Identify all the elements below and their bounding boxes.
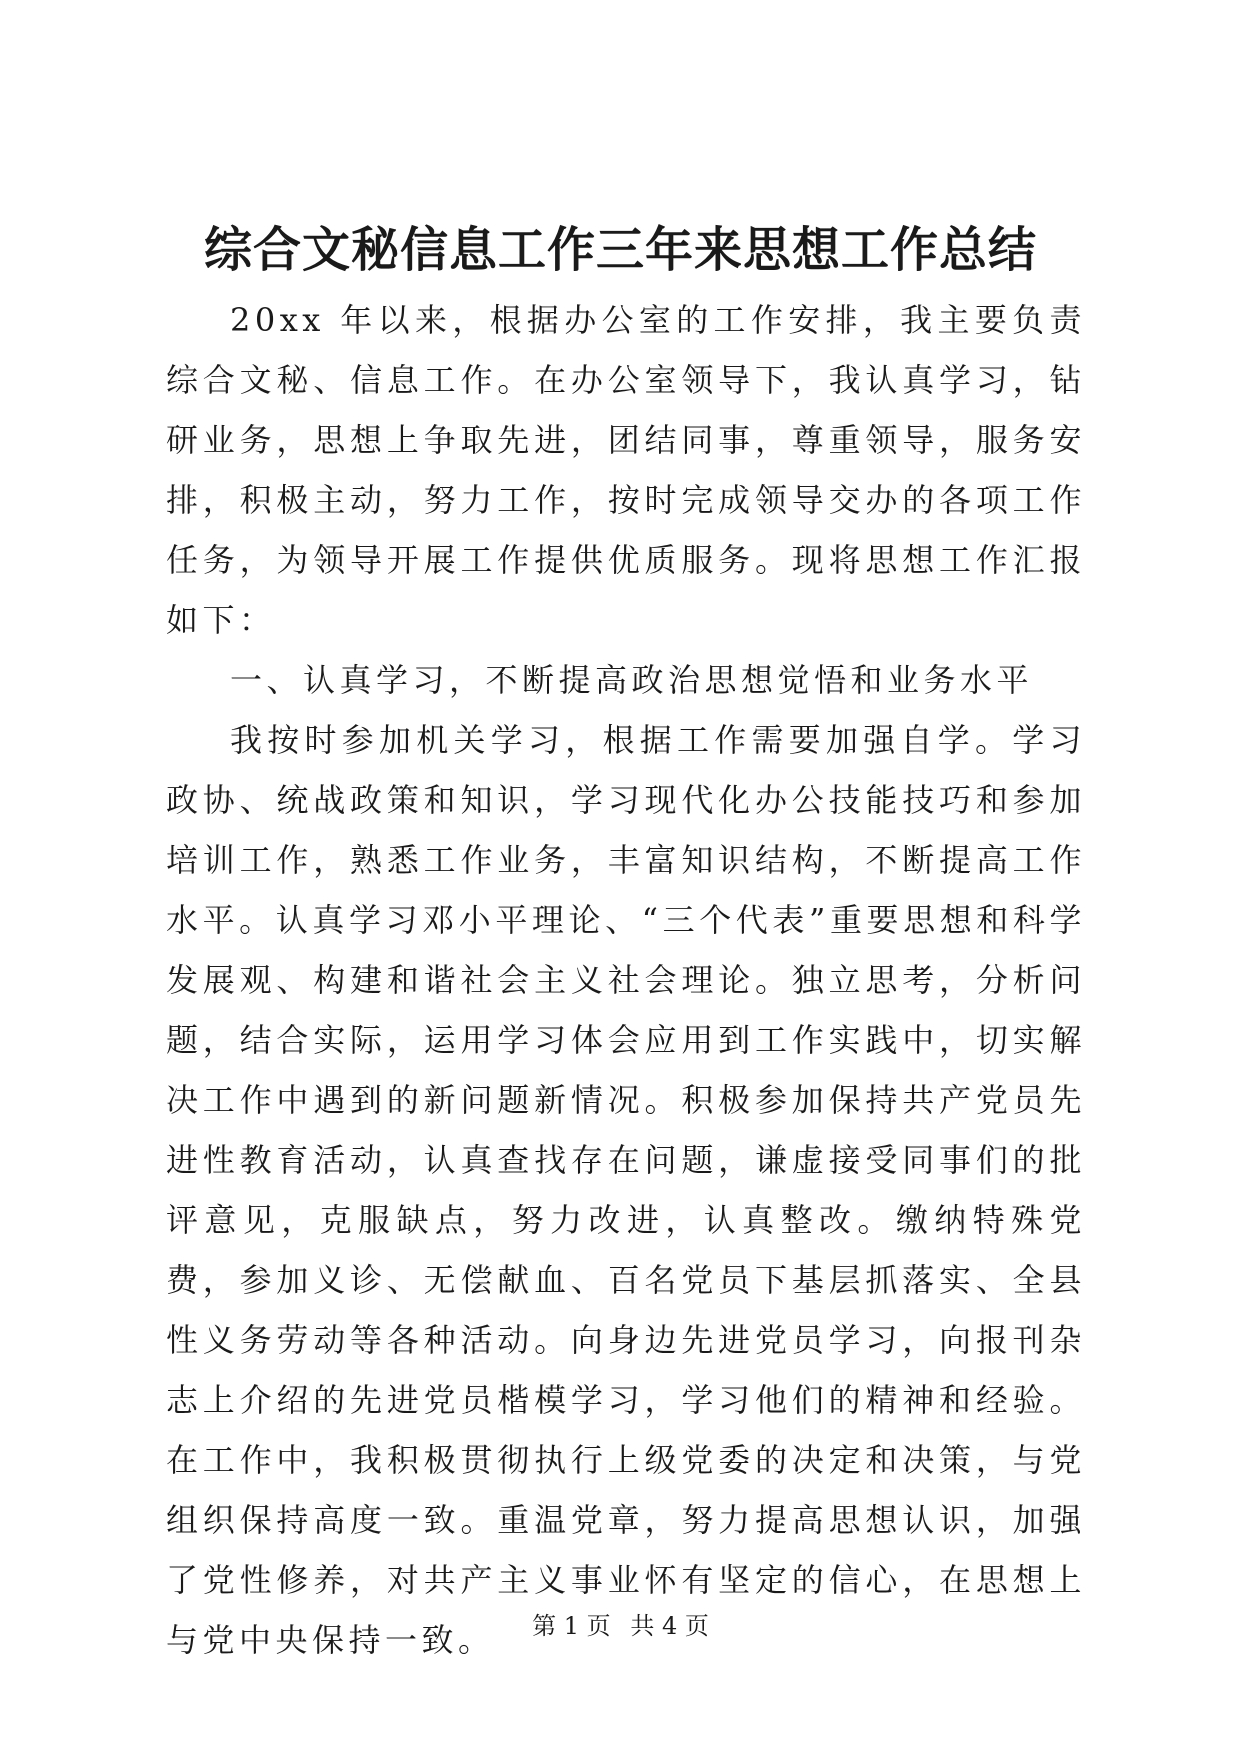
page-total: 共 4 页 [630,1612,709,1640]
page-number: 第 1 页 [532,1612,611,1640]
paragraph-intro: 20xx 年以来，根据办公室的工作安排，我主要负责综合文秘、信息工作。在办公室领导下，我认真学习，钻研业务，思想上争取先进，团结同事，尊重领导，服务安排，积极主动，努力工作，按时完成领导交办的各项工作任务，为领导开展工作提供优质服务。现将思想工作汇报如下： [166,301,1086,639]
paragraph-study: 我按时参加机关学习，根据工作需要加强自学。学习政协、统战政策和知识，学习现代化办公技能技巧和参加培训工作，熟悉工作业务，丰富知识结构，不断提高工作水平。认真学习邓小平理论、“三个代表”重要思想和科学发展观、构建和谐社会主义社会理论。独立思考，分析问题，结合实际，运用学习体会应用到工作实践中，切实解决工作中遇到的新问题新情况。积极参加保持共产党员先进性教育活动，认真查找存在问题，谦虚接受同事们的批评意见，克服缺点，努力改进，认真整改。缴纳特殊党费，参加义诊、无偿献血、百名党员下基层抓落实、全县性义务劳动等各种活动。向身边先进党员学习，向报刊杂志上介绍的先进党员楷模学习，学习他们的精神和经验。在工作中，我积极贯彻执行上级党委的决定和决策，与党组织保持高度一致。重温党章，努力提高思想认识，加强了党性修养，对共产主义事业怀有坚定的信心，在思想上与党中央保持一致。 [166,721,1086,1659]
page-footer [0,1610,1241,1642]
section-heading-1: 一、认真学习，不断提高政治思想觉悟和业务水平 [230,661,1034,699]
document-title: 综合文秘信息工作三年来思想工作总结 [203,222,1037,278]
document-body [166,290,1086,1670]
